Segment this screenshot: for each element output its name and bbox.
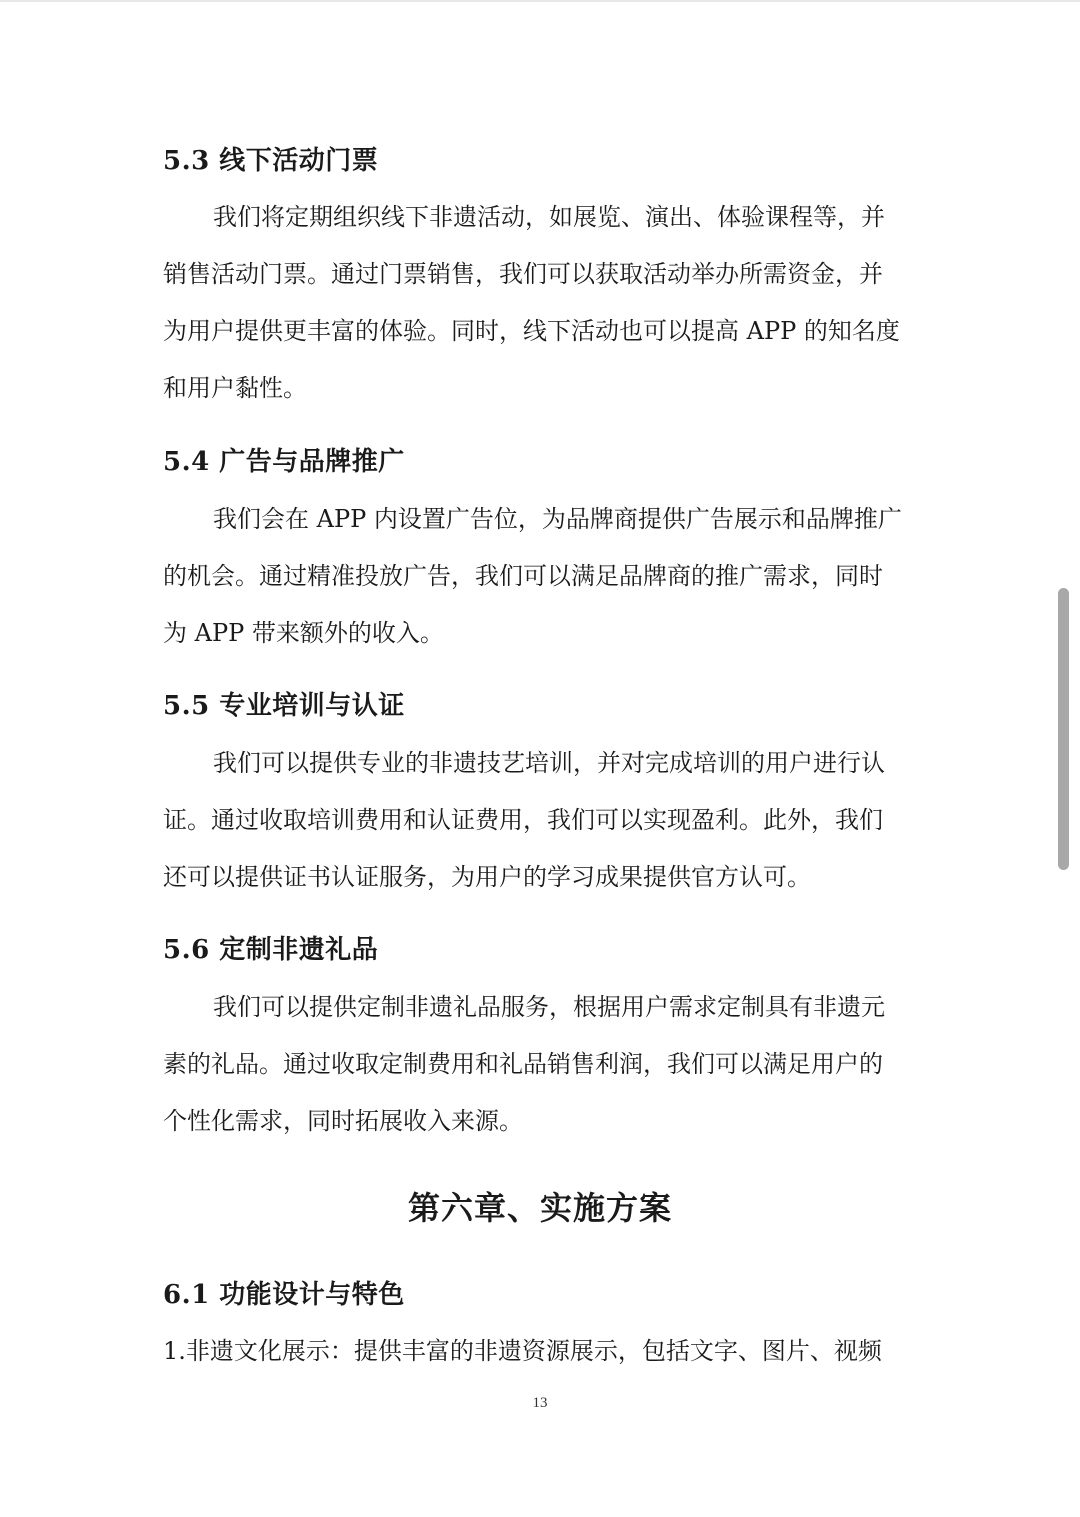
paragraph-line: 证。通过收取培训费用和认证费用，我们可以实现盈利。此外，我们 [163,806,883,834]
paragraph-line: 销售活动门票。通过门票销售，我们可以获取活动举办所需资金，并 [163,260,883,288]
paragraph-line: 为用户提供更丰富的体验。同时，线下活动也可以提高 APP 的知名度 [163,317,900,345]
page-number: 13 [532,1395,548,1411]
paragraph-line: 1.非遗文化展示：提供丰富的非遗资源展示，包括文字、图片、视频 [163,1337,882,1365]
section-5-5-heading: 5.5 专业培训与认证 [163,691,405,721]
scrollbar-thumb[interactable] [1058,588,1069,870]
section-5-5-paragraph [163,735,923,906]
paragraph-line: 的机会。通过精准投放广告，我们可以满足品牌商的推广需求，同时 [163,562,883,590]
section-5-4-paragraph [163,491,923,662]
section-5-4-heading: 5.4 广告与品牌推广 [163,447,405,477]
section-5-3-paragraph [163,189,923,417]
paragraph-line: 还可以提供证书认证服务，为用户的学习成果提供官方认可。 [163,863,811,891]
chapter-title: 第六章、实施方案 [407,1189,672,1227]
section-6-1-heading: 6.1 功能设计与特色 [163,1280,405,1310]
paragraph-line: 和用户黏性。 [163,374,307,402]
paragraph-line: 素的礼品。通过收取定制费用和礼品销售利润，我们可以满足用户的 [163,1050,883,1078]
paragraph-line: 我们将定期组织线下非遗活动，如展览、演出、体验课程等，并 [213,203,885,231]
paragraph-line: 为 APP 带来额外的收入。 [163,619,444,647]
section-5-6-paragraph [163,979,923,1150]
section-5-3-heading: 5.3 线下活动门票 [163,146,379,176]
section-6-1-paragraph [163,1323,923,1380]
paragraph-line: 个性化需求，同时拓展收入来源。 [163,1107,523,1135]
top-border [0,0,1080,2]
section-5-6-heading: 5.6 定制非遗礼品 [163,935,379,965]
paragraph-line: 我们可以提供专业的非遗技艺培训，并对完成培训的用户进行认 [213,749,885,777]
paragraph-line: 我们可以提供定制非遗礼品服务，根据用户需求定制具有非遗元 [213,993,885,1021]
paragraph-line: 我们会在 APP 内设置广告位，为品牌商提供广告展示和品牌推广 [213,505,902,533]
